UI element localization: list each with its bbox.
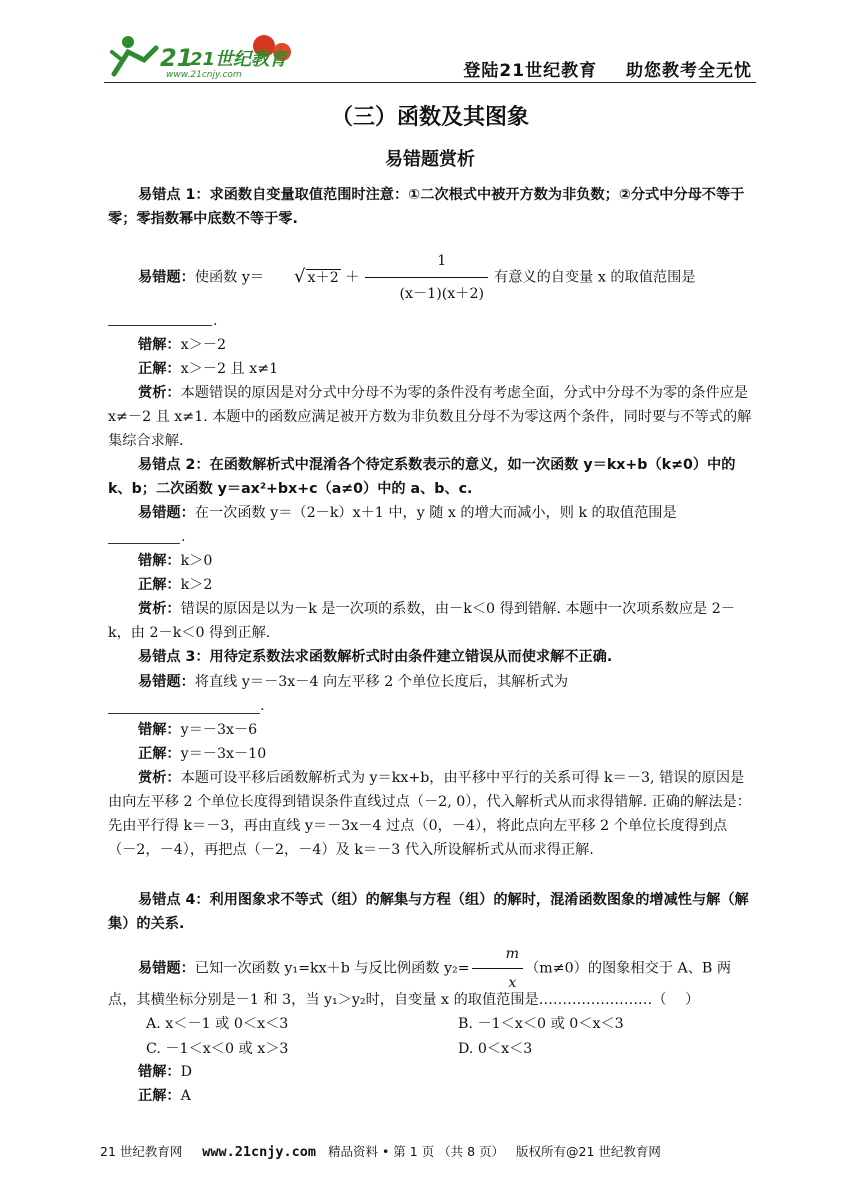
blank-period-3: . — [260, 698, 265, 714]
analysis-text: 本题错误的原因是对分式中分母不为零的条件没有考虑全面，分式中分母不为零的条件应是 x≠－2 且 x≠1. 本题中的函数应满足被开方数为非负数且分母不为零这两个条件，同时要与不等式的解集综合求解. — [108, 385, 752, 449]
blank-period-2: . — [181, 529, 186, 545]
error-point-4: 易错点 4：利用图象求不等式（组）的解集与方程（组）的解时，混淆函数图象的增减性与解（解集）的关系. — [108, 892, 749, 932]
blank-period-1: . — [213, 313, 218, 329]
wrong-value: x＞－2 — [180, 337, 226, 353]
right-value: k＞2 — [180, 577, 213, 593]
question-1-label: 易错题： — [138, 269, 195, 286]
analysis-3 — [108, 766, 752, 862]
fraction-m-numerator: m — [472, 940, 523, 969]
footer-copyright: 版权所有@21 世纪教育网 — [516, 1144, 661, 1159]
wrong-answer-3 — [108, 718, 752, 742]
wrong-label: 错解： — [138, 553, 181, 569]
wrong-answer-4 — [108, 1060, 752, 1084]
question-4-text-a: 已知一次函数 y₁=kx＋b 与反比例函数 y₂= — [194, 960, 470, 977]
right-label: 正解： — [138, 361, 181, 377]
question-4-continued: 点，其横坐标分别是－1 和 3，当 y₁＞y₂时，自变量 x 的取值范围是……………………（ ） — [108, 992, 700, 1008]
page-footer — [100, 1142, 760, 1160]
right-label: 正解： — [138, 746, 181, 762]
analysis-label: 赏析： — [138, 385, 181, 401]
answer-blank-3 — [108, 713, 260, 714]
fraction-x-denominator: x — [508, 975, 517, 991]
wrong-label: 错解： — [138, 337, 181, 353]
error-point-1: 易错点 1：求函数自变量取值范围时注意：①二次根式中被开方数为非负数；②分式中分母不等于零；零指数幂中底数不等于零. — [108, 187, 745, 227]
footer-page-info: 精品资料 • 第 1 页 （共 8 页） — [327, 1144, 505, 1159]
analysis-label: 赏析： — [138, 601, 181, 617]
right-answer-1 — [108, 357, 752, 381]
fraction-1-denominator: (x－1)(x＋2) — [399, 286, 485, 302]
question-1: 易错题：使函数 y＝ √ x＋2 ＋ $\frac{1}{(x-1)(x+2)}$ 有意义的自变量 x 的取值范围是 — [108, 245, 752, 310]
question-2-label: 易错题： — [138, 505, 195, 521]
right-answer-2 — [108, 573, 752, 597]
svg-text:21: 21 — [160, 44, 194, 72]
wrong-value: k＞0 — [180, 553, 213, 569]
question-2 — [108, 501, 752, 525]
option-d: D. 0＜x＜3 — [458, 1041, 533, 1057]
analysis-text: 错误的原因是以为－k 是一次项的系数，由－k＜0 得到错解. 本题中一次项系数应是 2－k，由 2－k＜0 得到正解. — [108, 601, 735, 641]
right-answer-4 — [108, 1084, 752, 1108]
question-3 — [108, 670, 752, 694]
question-3-text: 将直线 y＝－3x－4 向左平移 2 个单位长度后，其解析式为 — [194, 674, 569, 690]
header-divider — [104, 82, 756, 83]
footer-site-name: 21 世纪教育网 — [100, 1144, 183, 1159]
option-c: C. －1＜x＜0 或 x＞3 — [146, 1041, 289, 1057]
sqrt-expression: √ x＋2 — [294, 266, 339, 287]
analysis-2 — [108, 597, 752, 645]
right-label: 正解： — [138, 1088, 181, 1104]
option-a: A. x＜－1 或 0＜x＜3 — [146, 1016, 289, 1032]
analysis-text: 本题可设平移后函数解析式为 y＝kx+b，由平移中平行的关系可得 k＝－3, 错误的原因是由向左平移 2 个单位长度得到错误条件直线过点（－2, 0），代入解析式从而求得错解. 正确的解法是：先由平行得 k＝－3，再由直线 y＝－3x－4 过点（0，－4），将此点向左平移 2 个单位长度得到点（－2，－4），再把点（－2，－4）及 k＝－3 代入所设解析式从而求得正解. — [108, 770, 751, 858]
sqrt-radicand: x＋2 — [307, 270, 339, 286]
right-value: x＞－2 且 x≠1 — [180, 361, 279, 377]
fraction-1-numerator: 1 — [365, 245, 488, 278]
question-1-text-a: 使函数 y＝ — [194, 269, 265, 286]
error-point-3: 易错点 3：用待定系数法求函数解析式时由条件建立错误从而使求解不正确. — [138, 649, 613, 665]
error-point-2: 易错点 2：在函数解析式中混淆各个待定系数表示的意义，如一次函数 y＝kx+b（k≠0）中的 k、b；二次函数 y＝ax²+bx+c（a≠0）中的 a、b、c. — [108, 457, 736, 497]
answer-blank-2 — [108, 543, 180, 544]
page-header — [104, 30, 756, 82]
question-4-label: 易错题： — [138, 960, 195, 977]
right-label: 正解： — [138, 577, 181, 593]
logo-url: www.21cnjy.com — [166, 70, 242, 80]
wrong-label: 错解： — [138, 1064, 181, 1080]
wrong-answer-1 — [108, 333, 752, 357]
question-4-text-b: （m≠0）的图象相交于 A、B 两 — [525, 960, 732, 977]
wrong-answer-2 — [108, 549, 752, 573]
analysis-1 — [108, 381, 752, 453]
page-subtitle: 易错题赏析 — [385, 149, 475, 170]
right-value: A — [180, 1088, 191, 1104]
fraction-1 — [365, 245, 488, 310]
question-2-text: 在一次函数 y＝（2－k）x＋1 中，y 随 x 的增大而减小，则 k 的取值范围是 — [194, 505, 677, 521]
footer-url[interactable]: www.21cnjy.com — [202, 1144, 317, 1160]
wrong-value: y＝－3x－6 — [180, 722, 258, 738]
logo-text: 21世纪教育 — [190, 49, 288, 70]
site-logo — [104, 30, 304, 80]
option-b: B. －1＜x＜0 或 0＜x＜3 — [458, 1016, 624, 1032]
page-title: （三）函数及其图象 — [330, 104, 529, 130]
right-value: y＝－3x－10 — [180, 746, 267, 762]
wrong-label: 错解： — [138, 722, 181, 738]
answer-blank-1 — [108, 325, 212, 326]
analysis-label: 赏析： — [138, 770, 181, 786]
question-3-label: 易错题： — [138, 674, 195, 690]
wrong-value: D — [180, 1064, 192, 1080]
question-1-text-b: 有意义的自变量 x 的取值范围是 — [494, 269, 696, 286]
right-answer-3 — [108, 742, 752, 766]
header-slogan: 登陆21世纪教育 助您教考全无忧 — [463, 61, 752, 81]
